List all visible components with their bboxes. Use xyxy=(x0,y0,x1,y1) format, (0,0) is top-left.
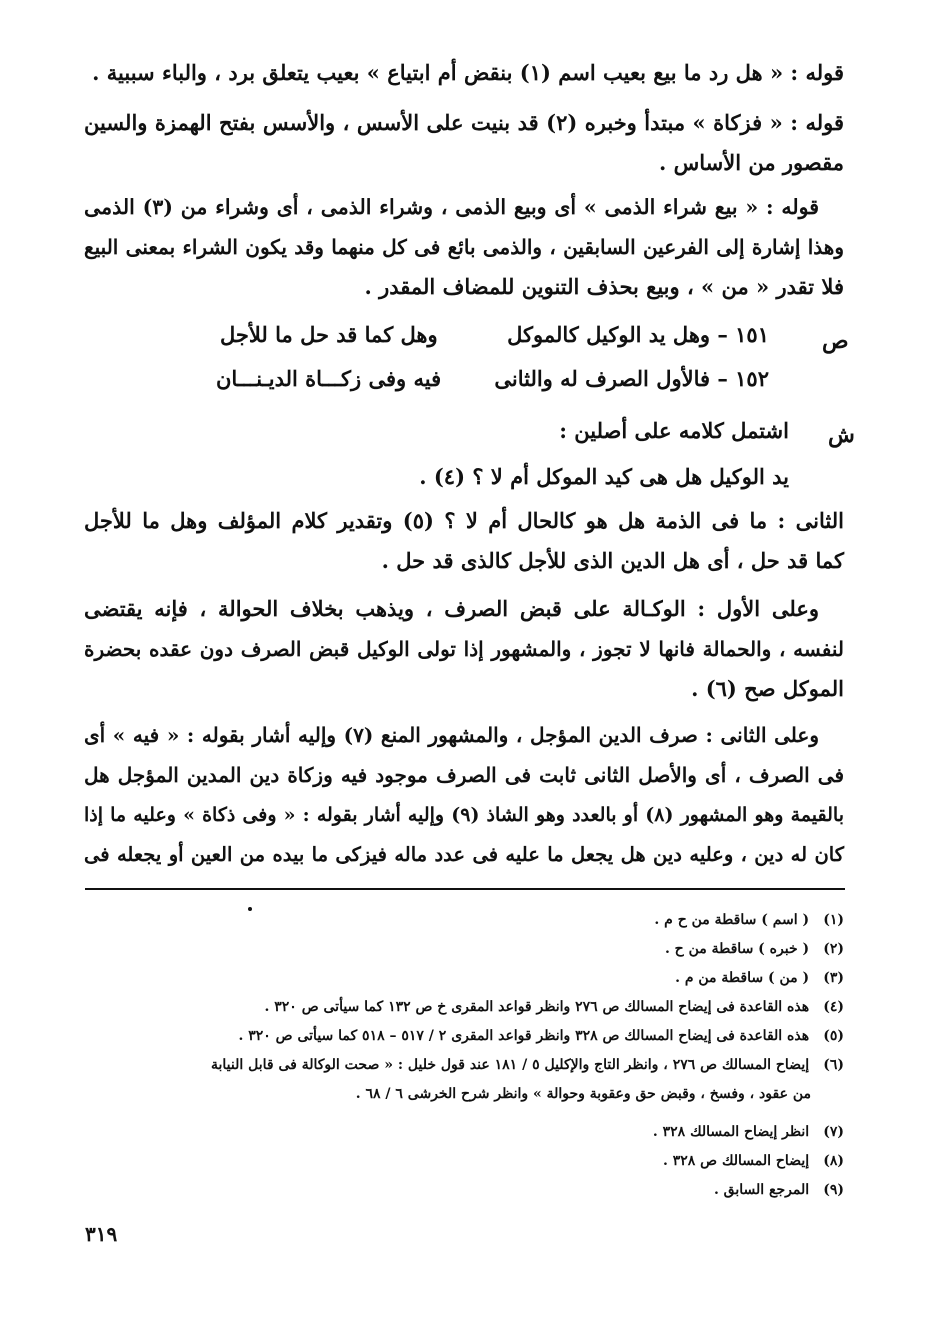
footnote-text: إيضاح المسالك ص ٣٢٨ . xyxy=(662,1153,810,1169)
body-line: وهذا إشارة إلى الفرعين السابقين ، والذمى بائع فى كل منهما وقد يكون الشراء بمعنى البيع xyxy=(84,235,844,259)
body-line: يد الوكيل هل هى كيد الموكل أم لا ؟ (٤) . xyxy=(419,464,789,489)
footnote-text: ( خبره ) ساقطة من ح . xyxy=(664,941,810,957)
footnote-item xyxy=(653,1122,844,1142)
body-line: وعلى الأول : الوكـالة على قبض الصرف ، ويذهب بخلاف الحوالة ، فإنه يقتضى xyxy=(84,596,819,621)
body-line: قوله : « بيع شراء الذمى » أى وبيع الذمى ، وشراء الذمى ، أى وشراء من (٣) الذمى xyxy=(84,195,819,219)
footnote-item xyxy=(665,939,844,959)
verse-hemistich: فيه وفى زكـــاة الديـنـــان xyxy=(216,366,442,391)
footnote-text: ( من ) ساقطة من م . xyxy=(675,970,810,986)
page-number: ٣١٩ xyxy=(85,1222,118,1246)
body-line: قوله : « فزكاة » مبتدأ وخبره (٢) قد بنيت على الأسس ، والأسس بفتح الهمزة والسين xyxy=(84,110,844,135)
footnote-number: (٨) xyxy=(823,1153,844,1169)
footnote-item xyxy=(239,1026,845,1046)
body-line: وعلى الثانى : صرف الدين المؤجل ، والمشهور المنع (٧) وإليه أشار بقوله : « فيه » أى xyxy=(84,723,819,747)
shin-marker: ش xyxy=(828,422,855,448)
footnote-item xyxy=(675,968,844,988)
body-line: اشتمل كلامه على أصلين : xyxy=(559,418,789,443)
speck xyxy=(248,907,252,911)
body-line: الثانى : ما فى الذمة هل هو كالحال أم لا ؟ (٥) وتقدير كلام المؤلف وهل ما للأجل xyxy=(84,508,844,533)
footnote-item xyxy=(654,910,844,930)
footnote-text: ( اسم ) ساقطة من ح م . xyxy=(654,912,810,928)
footnote-number: (٣) xyxy=(823,970,844,986)
body-line: مقصور من الأساس . xyxy=(659,150,844,175)
footnote-number: (١) xyxy=(823,912,844,928)
footnote-item xyxy=(265,997,844,1017)
footnote-item xyxy=(714,1180,844,1200)
body-line: كان له دين ، وعليه دين هل يجعل ما عليه فى عدد ماله فيزكى ما بيده من العين أو يجعله فى xyxy=(84,843,844,866)
sad-marker: ص xyxy=(822,328,849,354)
footnote-number: (٥) xyxy=(823,1028,844,1044)
body-line: قوله : « هل رد ما بيع بعيب اسم (١) بنقض أم ابتياع » بعيب يتعلق برد ، والباء سببية . xyxy=(92,60,844,85)
footnote-text: انظر إيضاح المسالك ٣٢٨ . xyxy=(652,1124,810,1140)
footnote-number: (٩) xyxy=(823,1182,844,1198)
footnote-text: هذه القاعدة فى إيضاح المسالك ص ٢٧٦ وانظر قواعد المقرى خ ص ١٣٢ كما سيأتى ص ٣٢٠ . xyxy=(264,999,810,1015)
footnote-text: إيضاح المسالك ص ٢٧٦ ، وانظر التاج والإكليل ٥ / ١٨١ عند قول خليل : « صحت الوكالة فى قابل النيابة xyxy=(210,1057,810,1073)
footnote-item xyxy=(663,1151,844,1171)
footnote-number: (٢) xyxy=(823,941,844,957)
body-line: لنفسه ، والحمالة فانها لا تجوز ، والمشهور إذا تولى الوكيل قبض الصرف دون عقده بحضرة xyxy=(84,637,844,661)
body-line: فى الصرف ، أى والأصل الثانى ثابت فى الصرف موجود فيه وزكاة دين المدين المؤجل هل xyxy=(84,763,844,787)
verse-hemistich: ١٥٢ – فالأول الصرف له والثانى xyxy=(494,366,769,391)
footnote-number: (٦) xyxy=(823,1057,844,1073)
body-line: كما قد حل ، أى هل الدين الذى للأجل كالذى قد حل . xyxy=(381,548,844,573)
footnote-text: من عقود ، وفسخ ، وقبض حق وعقوبة وحوالة » وانظر شرح الخرشى ٦ / ٦٨ . xyxy=(355,1086,811,1102)
body-line: الموكل صح (٦) . xyxy=(691,676,844,701)
body-line: فلا تقدر « من » ، وبيع بحذف التنوين للمضاف المقدر . xyxy=(364,274,844,299)
footnote-item xyxy=(211,1055,844,1075)
body-line: بالقيمة وهو المشهور (٨) أو بالعدد وهو الشاذ (٩) وإليه أشار بقوله : « وفى ذكاة » وعليه ما إذا xyxy=(84,804,844,826)
verse-hemistich: وهل كما قد حل ما للأجل xyxy=(220,322,438,347)
footnote-number: (٤) xyxy=(823,999,844,1015)
verse-hemistich: ١٥١ – وهل يد الوكيل كالموكل xyxy=(507,322,769,347)
footnote-text: المرجع السابق . xyxy=(713,1182,810,1198)
footnote-text: هذه القاعدة فى إيضاح المسالك ص ٣٢٨ وانظر قواعد المقرى ٢ / ٥١٧ – ٥١٨ كما سيأتى ص ٣٢٠ . xyxy=(238,1028,810,1044)
footnote-rule xyxy=(85,888,845,890)
footnote-continuation xyxy=(356,1084,811,1104)
footnote-number: (٧) xyxy=(823,1124,844,1140)
